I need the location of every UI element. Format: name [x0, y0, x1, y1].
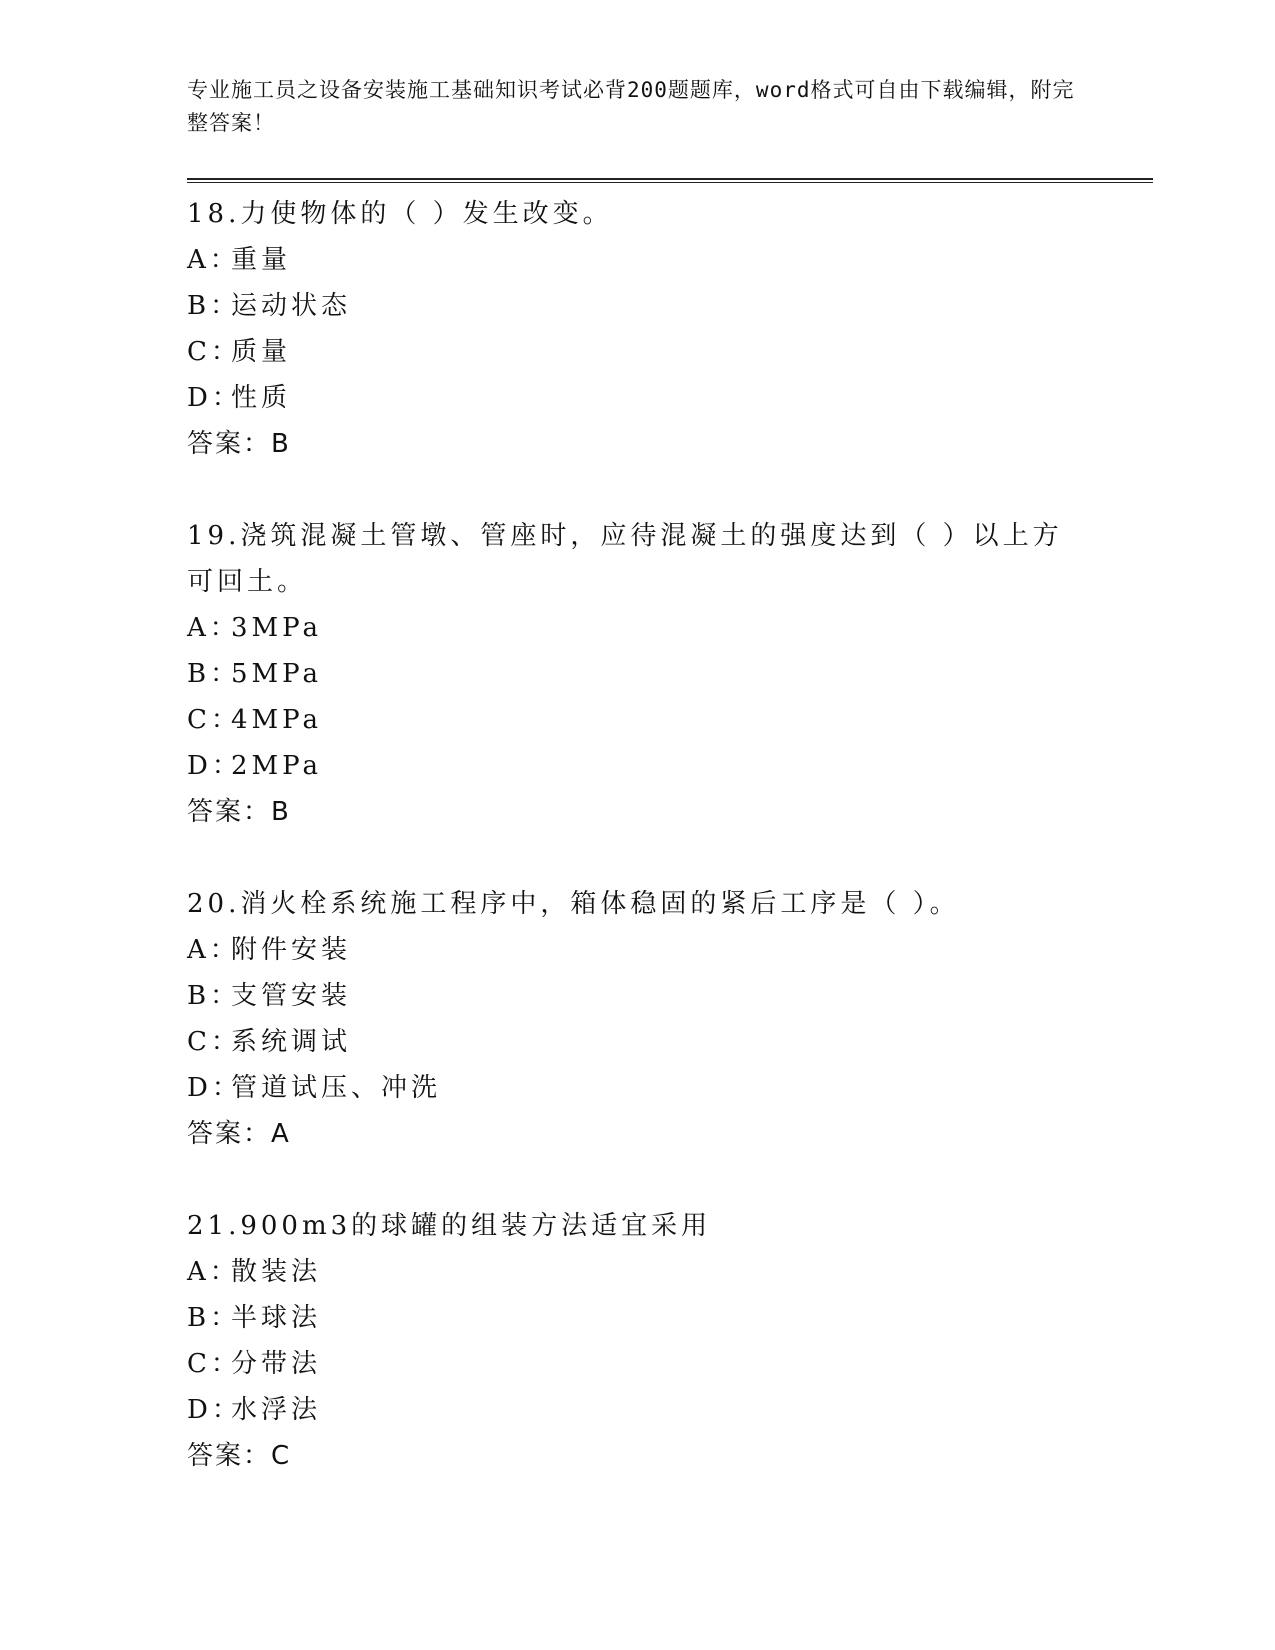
answer-line: 答案：C — [187, 1441, 292, 1471]
option-key: C： — [187, 1349, 241, 1379]
option-d — [187, 1387, 1087, 1433]
option-text: 管道试压、冲洗 — [231, 1073, 442, 1103]
option-text: 2MPa — [231, 751, 322, 781]
document-header: 专业施工员之设备安装施工基础知识考试必背200题题库，word格式可自由下载编辑，附完整答案！ — [187, 78, 1075, 135]
option-d — [187, 375, 1087, 421]
question-list — [187, 191, 1087, 1479]
option-text: 运动状态 — [231, 291, 352, 321]
question-stem: 19.浇筑混凝土管墩、管座时，应待混凝土的强度达到（ ）以上方可回土。 — [187, 521, 1063, 597]
option-text: 4MPa — [231, 705, 322, 735]
question-item — [187, 513, 1087, 835]
answer-line: 答案：A — [187, 1119, 291, 1149]
option-b — [187, 283, 1087, 329]
option-text: 质量 — [231, 337, 292, 367]
question-stem: 18.力使物体的（ ）发生改变。 — [187, 199, 613, 229]
option-a — [187, 605, 1087, 651]
option-text: 分带法 — [231, 1349, 322, 1379]
option-text: 系统调试 — [231, 1027, 352, 1057]
option-key: D： — [187, 1073, 242, 1103]
question-item — [187, 881, 1087, 1157]
option-key: A： — [187, 935, 240, 965]
option-text: 支管安装 — [231, 981, 352, 1011]
option-key: D： — [187, 1395, 242, 1425]
option-c — [187, 329, 1087, 375]
option-key: C： — [187, 705, 241, 735]
option-key: C： — [187, 337, 241, 367]
question-item — [187, 1203, 1087, 1479]
option-b — [187, 1295, 1087, 1341]
option-key: B： — [187, 1303, 241, 1333]
option-a — [187, 237, 1087, 283]
option-c — [187, 1341, 1087, 1387]
option-c — [187, 1019, 1087, 1065]
option-text: 重量 — [231, 245, 292, 275]
option-text: 水浮法 — [231, 1395, 322, 1425]
option-text: 性质 — [231, 383, 292, 413]
option-text: 3MPa — [231, 613, 322, 643]
option-b — [187, 651, 1087, 697]
option-key: D： — [187, 383, 242, 413]
question-stem: 21.900m3的球罐的组装方法适宜采用 — [187, 1211, 712, 1241]
option-a — [187, 1249, 1087, 1295]
option-text: 5MPa — [231, 659, 322, 689]
option-key: B： — [187, 291, 241, 321]
option-text: 半球法 — [231, 1303, 322, 1333]
answer-line: 答案：B — [187, 797, 291, 827]
option-text: 附件安装 — [231, 935, 352, 965]
option-key: A： — [187, 1257, 240, 1287]
option-key: B： — [187, 981, 241, 1011]
option-d — [187, 743, 1087, 789]
question-stem: 20.消火栓系统施工程序中，箱体稳固的紧后工序是（ ）。 — [187, 889, 960, 919]
option-key: A： — [187, 245, 240, 275]
option-key: C： — [187, 1027, 241, 1057]
option-key: D： — [187, 751, 242, 781]
question-item — [187, 191, 1087, 467]
header-divider — [187, 178, 1153, 183]
option-a — [187, 927, 1087, 973]
option-b — [187, 973, 1087, 1019]
option-c — [187, 697, 1087, 743]
option-key: A： — [187, 613, 240, 643]
answer-line: 答案：B — [187, 429, 291, 459]
option-key: B： — [187, 659, 241, 689]
option-text: 散装法 — [231, 1257, 322, 1287]
option-d — [187, 1065, 1087, 1111]
